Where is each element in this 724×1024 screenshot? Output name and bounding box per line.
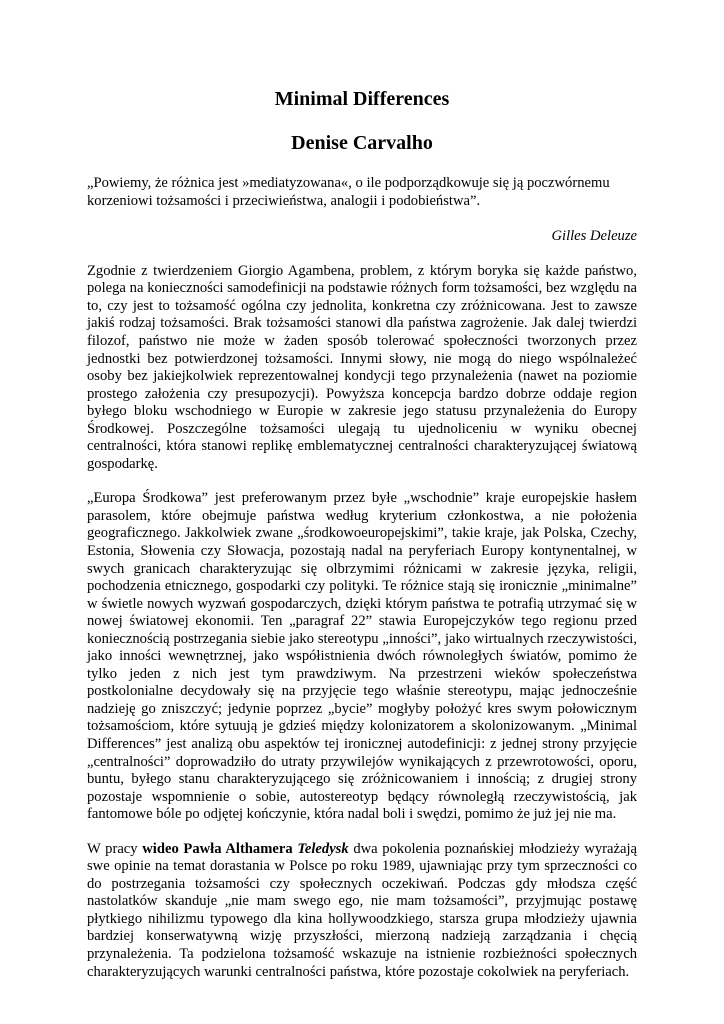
paragraph-3-bold: wideo Pawła Althamera xyxy=(142,840,298,857)
document-page xyxy=(87,86,637,981)
paragraph-3 xyxy=(87,841,637,981)
document-author: Denise Carvalho xyxy=(291,132,433,154)
epigraph-attribution: Gilles Deleuze xyxy=(551,228,637,245)
paragraph-1: Zgodnie z twierdzeniem Giorgio Agambena, problem, z którym boryka się każde państwo, polega na konieczności samodefinicji na podstawie różnych form tożsamości, bez względu na to, czy jest to tożsamość ogólna czy jednolita, konkretna czy zróżnicowana. Jest to zawsze jakiś rodzaj tożsamości. Brak tożsamości stanowi dla państwa zagrożenie. Jak dalej twierdzi filozof, państwo nie może w żaden sposób tolerować społeczności tworzonych przez jednostki bez potwierdzonej tożsamości. Innymi słowy, nie mogą do niego wspólnależeć osoby bez jakiejkolwiek reprezentowalnej kondycji tego przynależenia (nawet na poziomie prostego założenia czy presupozycji). Powyższa koncepcja bardzo dobrze oddaje region byłego bloku wschodniego w Europie w zakresie jego statusu przynależenia do Europy Środkowej. Poszczególne tożsamości ulegają tu ujednoliceniu w wyniku obecnej centralności, która stanowi replikę emblematycznej centralności charakteryzującej światową gospodarkę. xyxy=(87,262,637,472)
paragraph-3-prefix: W pracy xyxy=(87,840,143,857)
paragraph-2: „Europa Środkowa” jest preferowanym przez byłe „wschodnie” kraje europejskie hasłem parasolem, które obejmuje państwa według kryterium członkostwa, a nie położenia geograficznego. Jakkolwiek zwane „środkowoeuropejskimi”, takie kraje, jak Polska, Czechy, Estonia, Słowenia czy Słowacja, pozostają nadal na peryferiach Europy kontynentalnej, w swych granicach charakteryzując się olbrzymimi różnicami w zakresie języka, religii, pochodzenia etnicznego, gospodarki czy polityki. Te różnice stają się ironicznie „minimalne” w świetle nowych wyzwań gospodarczych, dzięki którym państwa te potrafią utrzymać się w nowej światowej ekonomii. Ten „paragraf 22” stawia Europejczyków tego regionu przed koniecznością postrzegania siebie jako stereotypu „inności”, jako wirtualnych rzeczywistości, jako inności wewnętrznej, jako współistnienia dwóch równoległych światów, pomimo że tylko jeden z nich jest tym prawdziwym. Na przestrzeni wieków społeczeństwa postkolonialne decydowały się na przyjęcie tego właśnie stereotypu, mając jednocześnie nadzieję go zniszczyć; jedynie poprzez „bycie” mogłyby położyć kres swym połowicznym tożsamościom, które sytuują je gdzieś między kolonizatorem a skolonizowanym. „Minimal Differences” jest analizą obu aspektów tej ironicznej autodefinicji: z jednej strony przyjęcie „centralności” doprowadziło do utraty przywilejów wynikających z przewrotowości, oporu, buntu, byłego stanu charakteryzującego się zróżnicowaniem i innością; z drugiej strony pozostaje wspomnienie o sobie, autostereotyp będący równoległą rzeczywistością, jak fantomowe bóle po odjętej kończynie, która nadal boli i swędzi, pomimo że już jej nie ma. xyxy=(87,490,637,823)
epigraph-quote: „Powiemy, że różnica jest »mediatyzowana«, o ile podporządkowuje się ją poczwórnemu korzeniowi tożsamości i przeciwieństwa, analogii i podobieństwa”. xyxy=(87,175,610,209)
paragraph-3-rest: dwa pokolenia poznańskiej młodzieży wyrażają swe opinie na temat dorastania w Polsce po roku 1989, ujawniając przy tym sprzeczności co do postrzegania tożsamości czy społecznych oczekiwań. Podczas gdy młodsza część nastolatków skanduje „nie mam swego ego, nie mam tożsamości”, przyjmując postawę płytkiego nihilizmu typowego dla kina hollywoodzkiego, starsza grupa młodzieży ujawnia bardziej konserwatywną wizję przyszłości, mierzoną nadzieją zarządzania i chęcią przynależenia. Ta podzielona tożsamość wskazuje na istnienie rozbieżności społecznych charakteryzujących warunki centralności państwa, które pozostaje cokolwiek na peryferiach. xyxy=(87,840,637,980)
document-title: Minimal Differences xyxy=(274,88,450,110)
artwork-title: Teledysk xyxy=(297,840,349,857)
